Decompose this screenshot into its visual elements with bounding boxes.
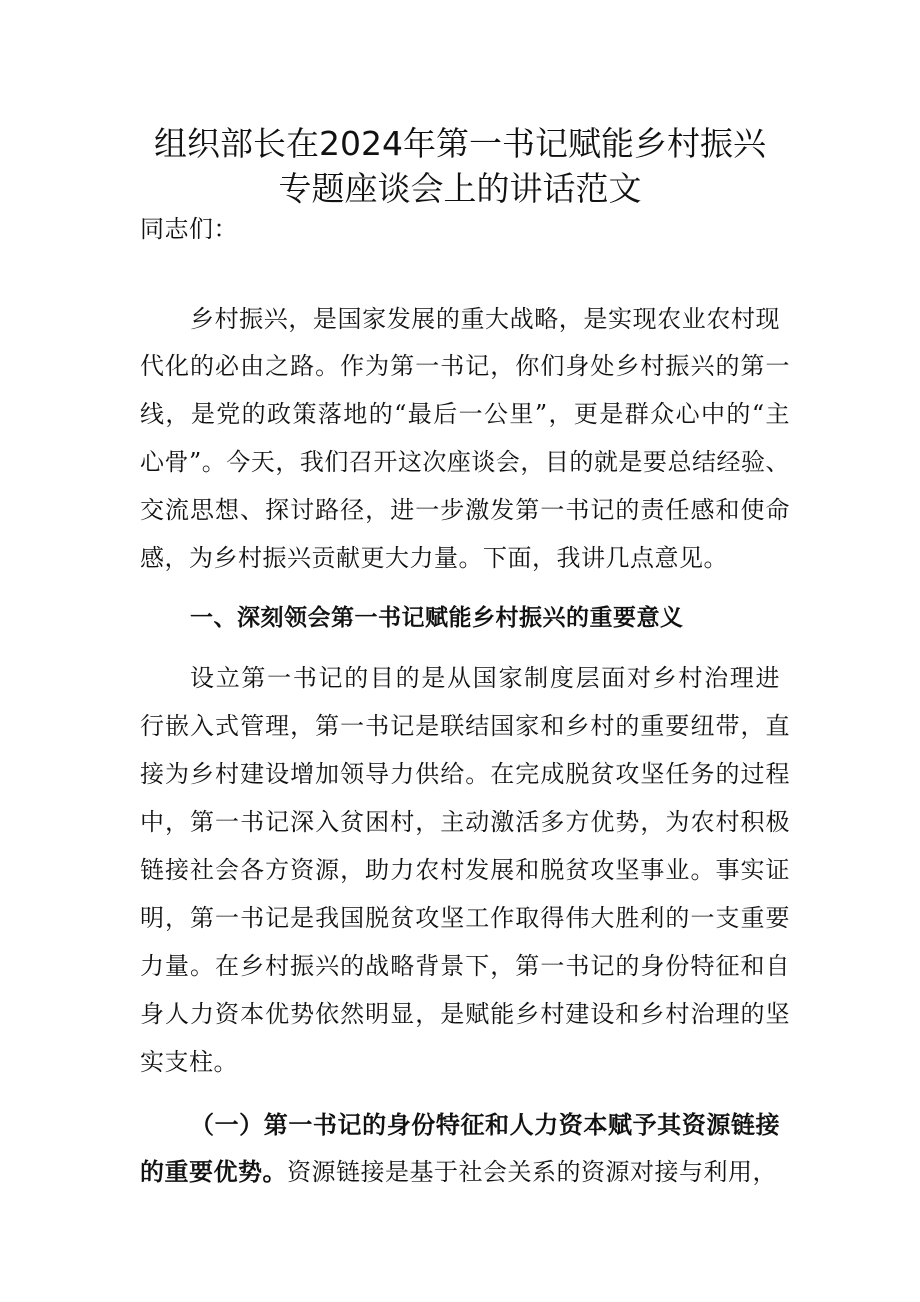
document-title-line-1: 组织部长在2024年第一书记赋能乡村振兴 bbox=[154, 124, 766, 163]
paragraph-1-line: 心骨”。今天，我们召开这次座谈会，目的就是要总结经验、 bbox=[140, 448, 790, 476]
paragraph-2-line: 实支柱。 bbox=[140, 1048, 238, 1076]
paragraph-1-line: 感，为乡村振兴贡献更大力量。下面，我讲几点意见。 bbox=[140, 544, 728, 572]
paragraph-1-line: 乡村振兴，是国家发展的重大战略，是实现农业农村现 bbox=[190, 305, 780, 333]
subsection-1-body-start: 资源链接是基于社会关系的资源对接与利用， bbox=[287, 1158, 777, 1186]
paragraph-2-line: 力量。在乡村振兴的战略背景下，第一书记的身份特征和自 bbox=[140, 952, 790, 980]
paragraph-1-line: 线，是党的政策落地的“最后一公里”，更是群众心中的“主 bbox=[140, 400, 790, 428]
salutation: 同志们： bbox=[140, 215, 238, 243]
paragraph-2-line: 身人力资本优势依然明显，是赋能乡村建设和乡村治理的坚 bbox=[140, 1000, 790, 1028]
subsection-1-heading-end: 的重要优势。 bbox=[140, 1158, 287, 1186]
paragraph-2-line: 接为乡村建设增加领导力供给。在完成脱贫攻坚任务的过程 bbox=[140, 760, 790, 788]
paragraph-2-line: 链接社会各方资源，助力农村发展和脱贫攻坚事业。事实证 bbox=[140, 856, 790, 884]
paragraph-2-line: 明，第一书记是我国脱贫攻坚工作取得伟大胜利的一支重要 bbox=[140, 904, 790, 932]
paragraph-1-line: 代化的必由之路。作为第一书记，你们身处乡村振兴的第一 bbox=[140, 352, 790, 380]
paragraph-2-line: 行嵌入式管理，第一书记是联结国家和乡村的重要纽带，直 bbox=[140, 712, 790, 740]
paragraph-2-line: 设立第一书记的目的是从国家制度层面对乡村治理进 bbox=[190, 664, 780, 692]
paragraph-2-line: 中，第一书记深入贫困村，主动激活多方优势，为农村积极 bbox=[140, 808, 790, 836]
section-1-heading: 一、深刻领会第一书记赋能乡村振兴的重要意义 bbox=[190, 605, 684, 631]
document-title-line-2: 专题座谈会上的讲话范文 bbox=[278, 169, 642, 208]
subsection-1-heading: （一）第一书记的身份特征和人力资本赋予其资源链接 bbox=[190, 1111, 780, 1139]
subsection-1-line-2 bbox=[140, 1156, 790, 1188]
paragraph-1-line: 交流思想、探讨路径，进一步激发第一书记的责任感和使命 bbox=[140, 496, 790, 524]
